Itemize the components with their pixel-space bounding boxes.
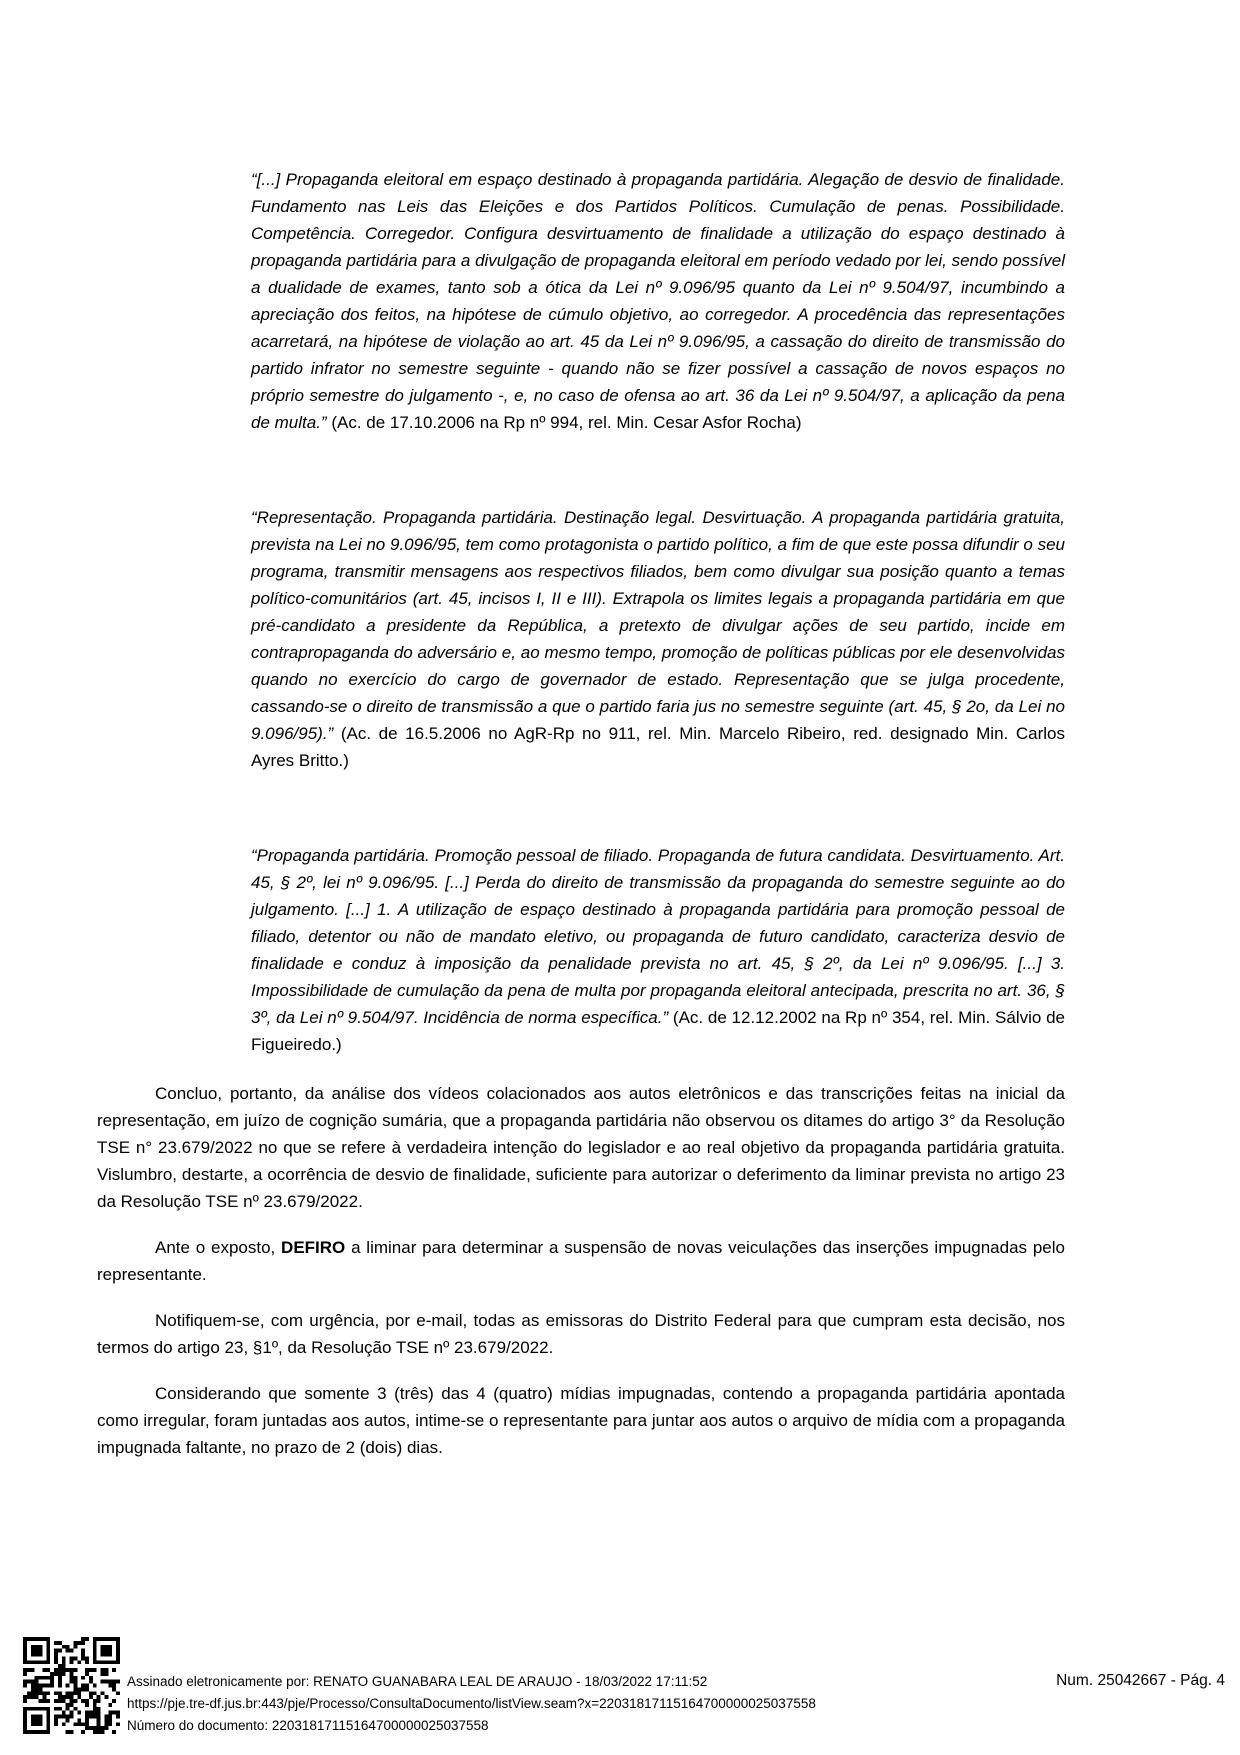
decision-paragraph-conclusion: Concluo, portanto, da análise dos vídeos colacionados aos autos eletrônicos e das transcrições feitas na inicial da representação, em juízo de cognição sumária, que a propaganda partidária não observou os ditames do artigo 3° da Resolução TSE n° 23.679/2022 no que se refere à verdadeira intenção do legislador e ao real objetivo da propaganda partidária gratuita. Vislumbro, destarte, a ocorrência de desvio de finalidade, suficiente para autorizar o deferimento da liminar prevista no artigo 23 da Resolução TSE nº 23.679/2022.	[97, 1084, 1065, 1211]
paragraph-text: a liminar para determinar a suspensão de novas veiculações das inserções impugnadas pelo representante.	[97, 1238, 1065, 1284]
quote-text: “Propaganda partidária. Promoção pessoal de filiado. Propaganda de futura candidata. Desvirtuamento. Art. 45, § 2º, lei nº 9.096/95. [...] Perda do direito de transmissão da propaganda do semestre seguinte ao do julgamento. [...] 1. A utilização de espaço destinado à propaganda partidária para promoção pessoal de filiado, detentor ou não de mandato eletivo, ou propaganda de futuro candidato, caracteriza desvio de finalidade e conduz à imposição da penalidade prevista no art. 45, § 2º, da Lei nº 9.096/95. [...] 3. Impossibilidade de cumulação da pena de multa por propaganda eleitoral antecipada, prescrita no art. 36, § 3º, da Lei nº 9.504/97. Incidência de norma específica.”	[251, 846, 1065, 1027]
case-law-quote-2	[251, 504, 1065, 774]
signature-line: Assinado eletronicamente por: RENATO GUANABARA LEAL DE ARAUJO - 18/03/2022 17:11:52	[127, 1674, 708, 1689]
case-law-quote-1	[251, 166, 1065, 436]
paragraph-text: Ante o exposto,	[155, 1238, 282, 1257]
case-law-quote-3	[251, 842, 1065, 1058]
signature-block	[127, 1671, 816, 1737]
page-number-label: Num. 25042667 - Pág. 4	[1056, 1672, 1225, 1689]
quote-citation: (Ac. de 12.12.2002 na Rp nº 354, rel. Min. Sálvio de Figueiredo.)	[251, 1008, 1065, 1054]
quote-citation: (Ac. de 17.10.2006 na Rp nº 994, rel. Min. Cesar Asfor Rocha)	[326, 413, 802, 432]
quote-text: “Representação. Propaganda partidária. Destinação legal. Desvirtuação. A propaganda partidária gratuita, prevista na Lei no 9.096/95, tem como protagonista o partido político, a fim de que este possa difundir o seu programa, transmitir mensagens aos respectivos filiados, bem como divulgar sua posição quanto a temas político-comunitários (art. 45, incisos I, II e III). Extrapola os limites legais a propaganda partidária em que pré-candidato a presidente da República, a pretexto de divulgar ações de seu partido, incide em contrapropaganda do adversário e, ao mesmo tempo, promoção de políticas públicas por ele desenvolvidas quando no exercício do cargo de governador de estado. Representação que se julga procedente, cassando-se o direito de transmissão a que o partido faria jus no semestre seguinte (art. 45, § 2o, da Lei no 9.096/95).”	[251, 508, 1065, 743]
quote-citation: (Ac. de 16.5.2006 no AgR-Rp no 911, rel. Min. Marcelo Ribeiro, red. designado Min. Carlos Ayres Britto.)	[251, 724, 1065, 770]
document-url: https://pje.tre-df.jus.br:443/pje/Processo/ConsultaDocumento/listView.seam?x=22031817115164700000025037558	[127, 1696, 816, 1711]
decision-paragraph-media: Considerando que somente 3 (três) das 4 (quatro) mídias impugnadas, contendo a propaganda partidária apontada como irregular, foram juntadas aos autos, intime-se o representante para juntar aos autos o arquivo de mídia com a propaganda impugnada faltante, no prazo de 2 (dois) dias.	[97, 1384, 1065, 1457]
decision-paragraph-defiro	[97, 1234, 1065, 1288]
defiro-emphasis: DEFIRO	[281, 1238, 346, 1257]
signature-footer	[0, 1630, 1240, 1755]
qr-code	[23, 1637, 120, 1734]
decision-paragraph-notification: Notifiquem-se, com urgência, por e-mail, todas as emissoras do Distrito Federal para que cumpram esta decisão, nos termos do artigo 23, §1º, da Resolução TSE nº 23.679/2022.	[97, 1311, 1065, 1357]
decision-text	[97, 166, 1065, 1480]
document-number: Número do documento: 22031817115164700000025037558	[127, 1718, 489, 1733]
quote-text: “[...] Propaganda eleitoral em espaço destinado à propaganda partidária. Alegação de desvio de finalidade. Fundamento nas Leis das Eleições e dos Partidos Políticos. Cumulação de penas. Possibilidade. Competência. Corregedor. Configura desvirtuamento de finalidade a utilização do espaço destinado à propaganda partidária para a divulgação de propaganda eleitoral em período vedado por lei, sendo possível a dualidade de exames, tanto sob a ótica da Lei nº 9.096/95 quanto da Lei nº 9.504/97, incumbindo a apreciação dos feitos, na hipótese de cúmulo objetivo, ao corregedor. A procedência das representações acarretará, na hipótese de violação ao art. 45 da Lei nº 9.096/95, a cassação do direito de transmissão do partido infrator no semestre seguinte - quando não se fizer possível a cassação de novos espaços no próprio semestre do julgamento -, e, no caso de ofensa ao art. 36 da Lei nº 9.504/97, a aplicação da pena de multa.”	[251, 170, 1065, 432]
